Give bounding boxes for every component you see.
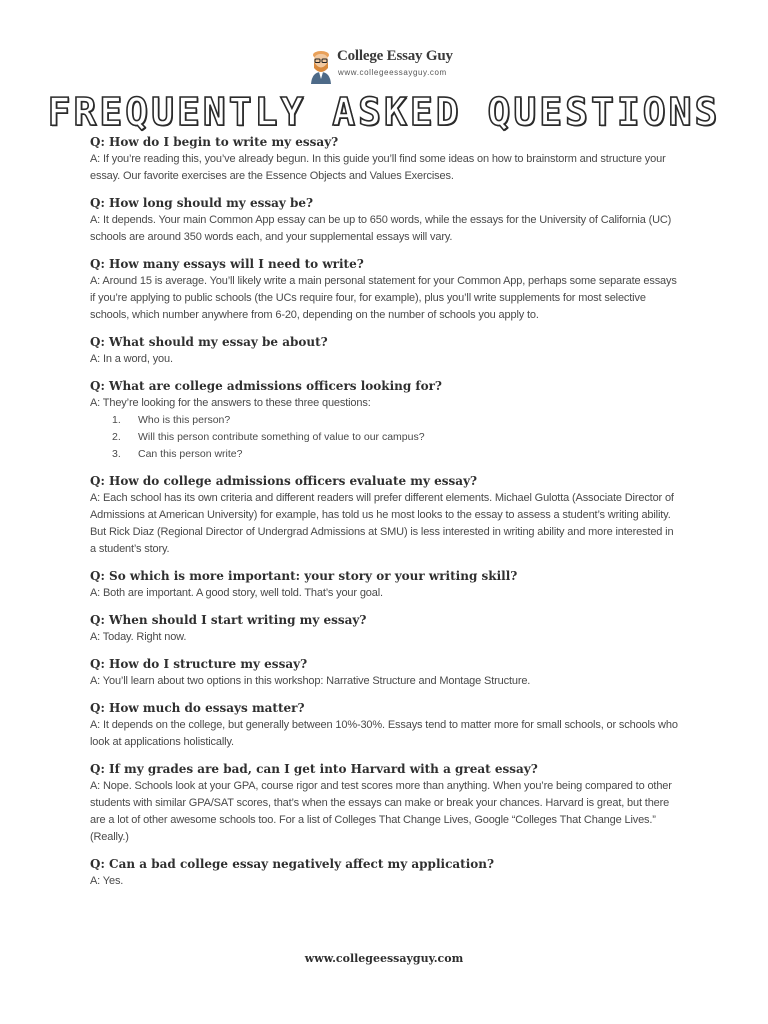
faq-question: Q: How do I begin to write my essay? — [90, 135, 339, 149]
faq-item — [90, 761, 680, 846]
faq-item — [90, 612, 680, 646]
faq-question: Q: Can a bad college essay negatively affect my application? — [90, 857, 495, 871]
faq-question: Q: How do college admissions officers evaluate my essay? — [90, 474, 478, 488]
list-number: 3. — [112, 448, 121, 460]
faq-answer: A: Yes. — [90, 875, 124, 887]
list-text: Who is this person? — [138, 414, 231, 426]
brand-name: College Essay Guy — [337, 48, 453, 64]
list-number: 2. — [112, 431, 121, 443]
faq-answer: A: Both are important. A good story, well told. That’s your goal. — [90, 587, 383, 599]
faq-list — [90, 134, 680, 900]
list-item — [90, 429, 680, 446]
numbered-list — [90, 412, 680, 463]
faq-answer: A: Nope. Schools look at your GPA, course rigor and test scores more than anything. When you’re being compared to other students with similar GPA/SAT scores, that’s when the essays can make or break your chances. Harvard is great, but there are a lot of other awesome schools too. For a list of Colleges That Change Lives, Google “Colleges That Change Lives.” (Really.) — [90, 780, 672, 843]
faq-question: Q: How many essays will I need to write? — [90, 257, 364, 271]
faq-item — [90, 656, 680, 690]
page-title: FREQUENTLY ASKED QUESTIONS — [47, 90, 721, 134]
faq-question: Q: How long should my essay be? — [90, 196, 314, 210]
faq-item — [90, 568, 680, 602]
logo — [309, 44, 479, 84]
faq-answer: A: It depends. Your main Common App essay can be up to 650 words, while the essays for the University of California (UC) schools are around 350 words each, and your supplemental essays will vary. — [90, 214, 672, 243]
faq-item — [90, 856, 680, 890]
faq-question: Q: What are college admissions officers looking for? — [90, 379, 442, 393]
faq-item — [90, 378, 680, 463]
header — [0, 44, 768, 88]
faq-answer: A: They’re looking for the answers to these three questions: — [90, 397, 371, 409]
list-text: Will this person contribute something of value to our campus? — [138, 431, 425, 443]
faq-question: Q: If my grades are bad, can I get into Harvard with a great essay? — [90, 762, 538, 776]
footer-url[interactable]: www.collegeessayguy.com — [304, 952, 464, 965]
faq-question: Q: So which is more important: your story or your writing skill? — [90, 569, 518, 583]
faq-item — [90, 334, 680, 368]
list-item — [90, 446, 680, 463]
faq-answer: A: It depends on the college, but generally between 10%-30%. Essays tend to matter more for small schools, or schools who look at applications holistically. — [90, 719, 678, 748]
faq-item — [90, 195, 680, 246]
faq-answer: A: Each school has its own criteria and different readers will prefer different elements. Michael Gulotta (Associate Director of Admissions at American University) for example, has told us he most looks to the essay to assess a student’s writing ability. But Rick Diaz (Regional Director of Undergrad Admissions at SMU) is less interested in writing ability and more interested in a student’s story. — [90, 492, 674, 555]
list-text: Can this person write? — [138, 448, 243, 460]
faq-item — [90, 134, 680, 185]
faq-question: Q: When should I start writing my essay? — [90, 613, 367, 627]
faq-item — [90, 473, 680, 558]
faq-answer: A: You’ll learn about two options in this workshop: Narrative Structure and Montage Structure. — [90, 675, 531, 687]
faq-item — [90, 256, 680, 324]
faq-answer: A: Around 15 is average. You’ll likely write a main personal statement for your Common App, perhaps some separate essays if you’re applying to public schools (the UCs require four, for example), plus you’ll write supplements for most selective schools, which number anywhere from 6-20, depending on the number of schools you apply to. — [90, 275, 677, 321]
faq-question: Q: What should my essay be about? — [90, 335, 328, 349]
faq-question: Q: How much do essays matter? — [90, 701, 305, 715]
list-number: 1. — [112, 414, 121, 426]
list-item — [90, 412, 680, 429]
faq-answer: A: If you’re reading this, you’ve already begun. In this guide you’ll find some ideas on how to brainstorm and structure your essay. Our favorite exercises are the Essence Objects and Values Exercises. — [90, 153, 666, 182]
faq-answer: A: Today. Right now. — [90, 631, 187, 643]
brand-url: www.collegeessayguy.com — [338, 68, 447, 77]
faq-question: Q: How do I structure my essay? — [90, 657, 308, 671]
faq-answer: A: In a word, you. — [90, 353, 173, 365]
avatar-icon — [309, 46, 333, 84]
faq-item — [90, 700, 680, 751]
